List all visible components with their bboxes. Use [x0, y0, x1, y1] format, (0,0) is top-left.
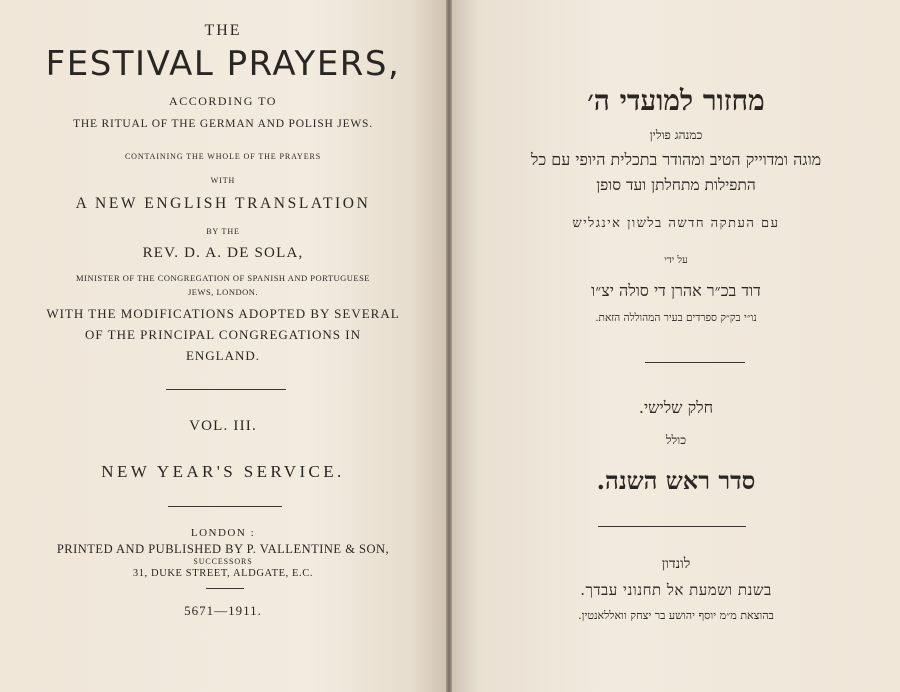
- title-the: THE: [204, 22, 242, 39]
- year-line: 5671—1911.: [184, 603, 262, 618]
- minister-line-2: JEWS, LONDON.: [187, 287, 258, 297]
- address-line: 31, DUKE STREET, ALDGATE, E.C.: [132, 568, 314, 579]
- short-rule: [206, 588, 244, 589]
- english-title-page: [0, 0, 446, 692]
- hebrew-author: דוד בכ״ר אהרן די סולה יצ״ו: [591, 281, 761, 300]
- author-name: REV. D. A. DE SOLA,: [142, 245, 304, 261]
- divider-rule: [598, 526, 746, 527]
- hebrew-translation-line: עם העתקה חדשה בלשון אינגליש: [572, 216, 780, 231]
- modifications-line-3: ENGLAND.: [185, 348, 261, 363]
- modifications-line-2: OF THE PRINCIPAL CONGREGATIONS IN: [85, 327, 361, 342]
- according-to: ACCORDING TO: [169, 94, 277, 108]
- hebrew-city: לונדון: [661, 556, 691, 572]
- hebrew-title-page: [452, 0, 900, 692]
- volume-label: VOL. III.: [189, 418, 257, 434]
- hebrew-by: על ידי: [664, 255, 688, 266]
- hebrew-line-2: התפילות מתחלתן ועד סופן: [596, 176, 756, 194]
- divider-rule: [166, 389, 286, 390]
- divider-rule: [168, 506, 282, 507]
- london-label: LONDON :: [190, 527, 256, 539]
- containing-line: CONTAINING THE WHOLE OF THE PRAYERS: [124, 152, 322, 161]
- service-title: NEW YEAR'S SERVICE.: [101, 462, 345, 481]
- successors-line: SUCCESSORS: [193, 557, 253, 566]
- main-title: FESTIVAL PRAYERS,: [45, 44, 401, 84]
- modifications-line-1: WITH THE MODIFICATIONS ADOPTED BY SEVERAL: [46, 306, 400, 321]
- hebrew-minhag: כמנהג פולין: [649, 128, 703, 142]
- hebrew-line-1: מוגה ומדוייק הטיב ומהודר בתכלית היופי עם כל: [530, 150, 822, 169]
- hebrew-year-line: בשנת ושמעת אל תחנוני עבדך.: [580, 581, 772, 599]
- hebrew-part: חלק שלישי.: [638, 398, 714, 417]
- hebrew-main-title: מחזור למועדי ה׳: [587, 84, 765, 117]
- minister-line-1: MINISTER OF THE CONGREGATION OF SPANISH AND PORTUGUESE: [75, 273, 371, 283]
- translation-line: A NEW ENGLISH TRANSLATION: [75, 195, 371, 212]
- ritual-line: THE RITUAL OF THE GERMAN AND POLISH JEWS.: [73, 118, 373, 130]
- divider-rule: [645, 362, 745, 363]
- with-line: WITH: [210, 176, 236, 185]
- publisher-line: PRINTED AND PUBLISHED BY P. VALLENTINE & SON,: [56, 542, 390, 556]
- hebrew-role: נו״י בק״ק ספרדים בעיר המהוללה הזאת.: [595, 312, 757, 324]
- by-the-line: BY THE: [206, 227, 240, 236]
- hebrew-includes: כולל: [665, 433, 687, 447]
- hebrew-publisher: בהוצאת מ״מ יוסף יהושע בר יצחק וואללאנטין.: [578, 609, 774, 622]
- hebrew-service-title: סדר ראש השנה.: [596, 466, 756, 495]
